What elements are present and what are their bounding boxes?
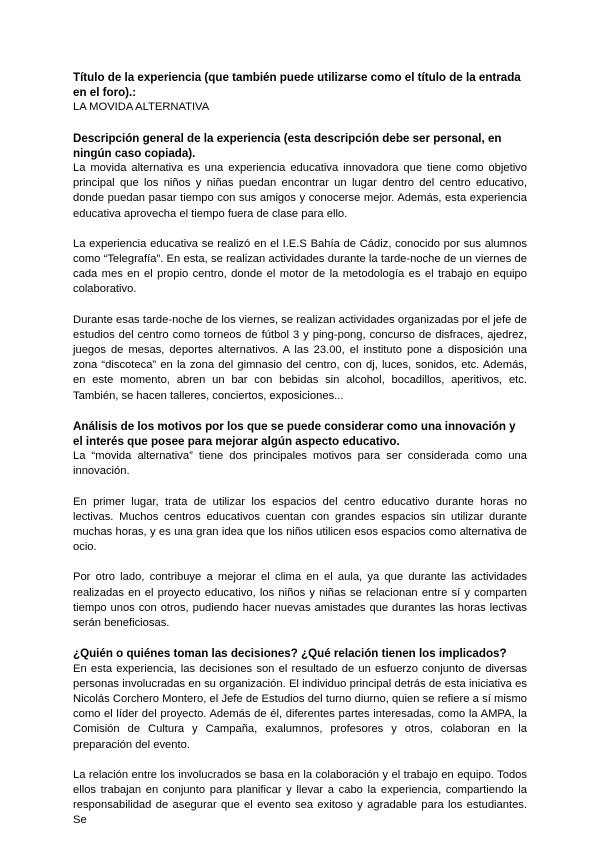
experience-title: LA MOVIDA ALTERNATIVA: [73, 101, 210, 114]
section-heading: ¿Quién o quiénes toman las decisiones? ¿Qué relación tienen los implicados?: [73, 647, 507, 661]
section-heading: Descripción general de la experiencia (esta descripción debe ser personal, en ningún caso copiada).: [73, 131, 502, 160]
paragraph: La relación entre los involucrados se basa en la colaboración y el trabajo en equipo. Todos ellos trabajan en conjunto para planificar y llevar a cabo la experiencia, compartiendo la responsabilidad de asegurar que el evento sea exitoso y agradable para los estudiantes. Se: [73, 768, 527, 827]
paragraph: En esta experiencia, las decisiones son el resultado de un esfuerzo conjunto de diversas personas involucradas en su organización. El individuo principal detrás de esta iniciativa es Nicolás Corchero Montero, el Jefe de Estudios del turno diurno, quien se refiere a sí mismo como el líder del proyecto. Además de él, diferentes partes interesadas, como la AMPA, la Comisión de Cultura y Campaña, exalumnos, profesores y otros, colaboran en la preparación del evento.: [73, 662, 527, 751]
paragraph: La “movida alternativa” tiene dos principales motivos para ser considerada como una innovación.: [73, 450, 527, 478]
paragraph: Por otro lado, contribuye a mejorar el clima en el aula, ya que durante las actividades realizadas en el proyecto educativo, los niños y niñas se relacionan entre sí y comparten tiempo unos con otros, pudiendo hacer nuevas amistades que durantes las horas lectivas serán beneficiosas.: [73, 571, 527, 630]
section-analysis: [73, 419, 527, 631]
paragraph: Durante esas tarde-noche de los viernes, se realizan actividades organizadas por el jefe de estudios del centro como torneos de fútbol 3 y ping-pong, concurso de disfraces, ajedrez, juegos de mesas, deportes alternativos. A las 23.00, el instituto pone a disposición una zona “discoteca” en la zona del gimnasio del centro, con dj, luces, sonidos, etc. Además, en este momento, abren un bar con bebidas sin alcohol, bocadillos, aperitivos, etc. También, se hacen talleres, conciertos, exposiciones...: [73, 313, 527, 402]
section-heading: Título de la experiencia (que también puede utilizarse como el título de la entrada en el foro).:: [73, 71, 521, 100]
paragraph: La experiencia educativa se realizó en el I.E.S Bahía de Cádiz, conocido por sus alumnos como “Telegrafía”. En esta, se realizan actividades durante la tarde-noche de un viernes de cada mes en el propio centro, donde el motor de la metodología es el trabajo en equipo colaborativo.: [73, 237, 527, 296]
section-decisions: [73, 646, 527, 828]
paragraph: En primer lugar, trata de utilizar los espacios del centro educativo durante horas no lectivas. Muchos centros educativos cuentan con grandes espacios sin utilizar durante muchas horas, y es una gran idea que los niños utilicen esos espacios como alternativa de ocio.: [73, 495, 527, 554]
section-title: [73, 70, 527, 116]
document-page: [73, 70, 527, 829]
paragraph: La movida alternativa es una experiencia educativa innovadora que tiene como objetivo principal que los niños y niñas puedan encontrar un lugar dentro del centro educativo, donde puedan pasar tiempo con sus amigos y conocerse mejor. Además, esta experiencia educativa aprovecha el tiempo fuera de clase para ello.: [73, 162, 527, 220]
section-description: [73, 131, 527, 404]
section-heading: Análisis de los motivos por los que se puede considerar como una innovación y el interés que posee para mejorar algún aspecto educativo.: [73, 419, 516, 449]
